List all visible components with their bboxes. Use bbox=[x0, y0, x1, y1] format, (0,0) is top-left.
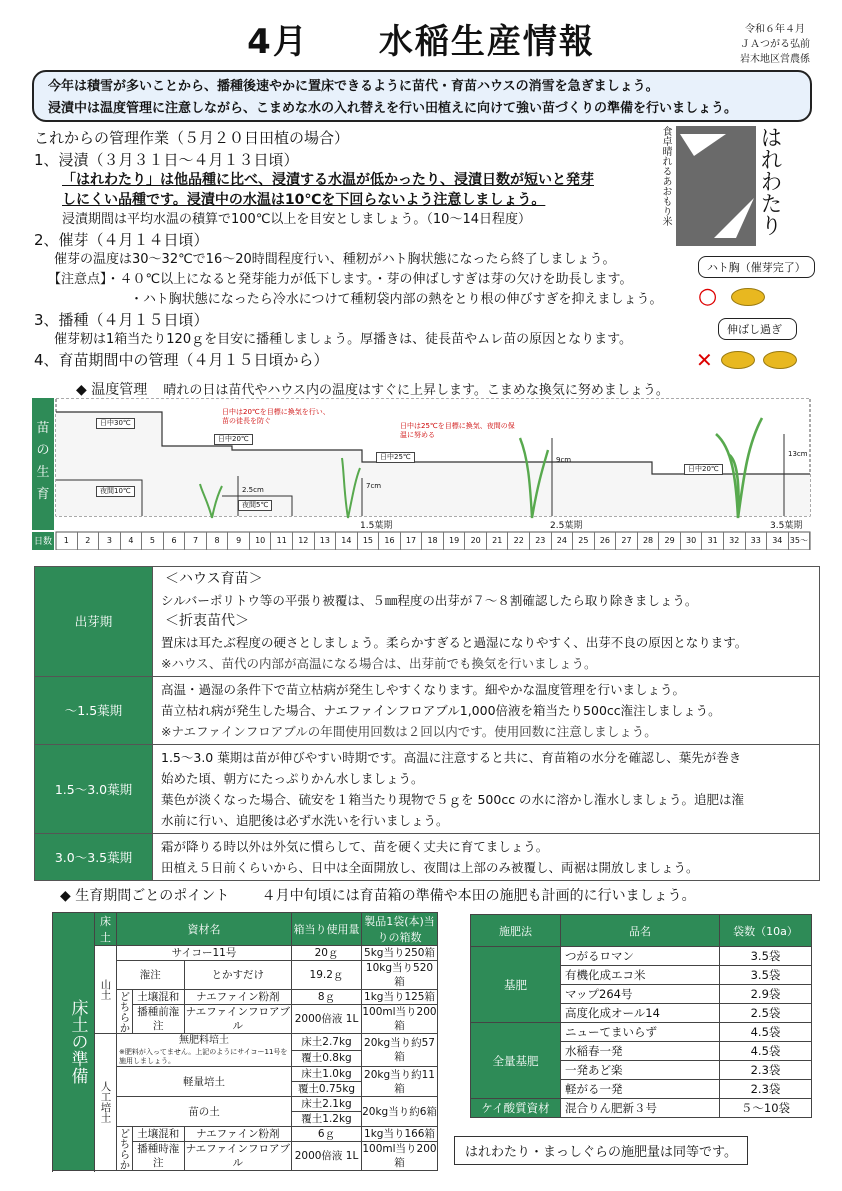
fert-product: 軽がる一発 bbox=[561, 1080, 720, 1099]
soil-saiko-name: サイコー11号 bbox=[117, 946, 292, 961]
soil-header-1: 資材名 bbox=[117, 913, 292, 946]
soil-nae-name: 苗の土 bbox=[117, 1097, 292, 1127]
label-day20: 日中20℃ bbox=[214, 434, 253, 445]
stage-label: 出芽期 bbox=[35, 567, 153, 677]
stage-content bbox=[153, 745, 820, 834]
soil-jinko-mix-name: ナエファイン粉剤 bbox=[184, 1127, 291, 1142]
soil-yama-pre-boxes: 100ml当り200箱 bbox=[362, 1006, 437, 1032]
soil-table bbox=[52, 912, 438, 1171]
stage-line: 苗立枯れ病が発生した場合、ナエファインフロアブル1,000倍液を箱当たり500cc潅注しましょう。 bbox=[161, 703, 721, 718]
soil-yama-mix-name: ナエファイン粉剤 bbox=[184, 990, 291, 1005]
soil-nae-cover: 覆土1.2kg bbox=[292, 1112, 362, 1127]
label-night5: 夜間5℃ bbox=[238, 500, 272, 511]
stage-line: 始めた頃、朝方にたっぷりかん水しましょう。 bbox=[161, 771, 424, 786]
stage-table bbox=[34, 566, 820, 881]
s1-text: 浸漬期間は平均水温の積算で100℃以上を目安としましょう。（10～14日程度） bbox=[62, 212, 531, 227]
day-cell: 5 bbox=[142, 532, 164, 550]
soil-keiryo-cover: 覆土0.75kg bbox=[292, 1082, 362, 1097]
soil-yama-mix-boxes: 1kg当り125箱 bbox=[362, 990, 438, 1005]
day-cell: 15 bbox=[358, 532, 380, 550]
fert-note: はれわたり・まっしぐらの施肥量は同等です。 bbox=[454, 1136, 748, 1165]
soil-yama-pre-amount: 2000倍液 1L bbox=[292, 1005, 362, 1034]
day-cell: 14 bbox=[336, 532, 358, 550]
fert-amount: 4.5袋 bbox=[720, 1023, 812, 1042]
day-cell: 32 bbox=[724, 532, 746, 550]
soil-header-2: 箱当り使用量 bbox=[292, 913, 362, 946]
soil-jinko-mix-amount: 6ｇ bbox=[292, 1127, 362, 1142]
sprouted-grain-icon bbox=[731, 288, 765, 306]
soil-yama-pre-method: 播種前潅注 bbox=[133, 1005, 185, 1034]
soil-yama-pre-name: ナエファインフロアブル bbox=[185, 1006, 290, 1032]
soil-yama-mix-method: 土壌混和 bbox=[133, 990, 185, 1005]
stage-row bbox=[35, 567, 820, 677]
day-cell: 26 bbox=[595, 532, 617, 550]
soil-kanchu-method: 潅注 bbox=[117, 961, 185, 990]
chart-note-2: 日中は25℃を目標に換気、夜間の保温に努める bbox=[400, 422, 515, 439]
label-leaf35: 3.5葉期 bbox=[770, 521, 803, 531]
soil-saiko-boxes: 5kg当り250箱 bbox=[362, 946, 438, 961]
soil-yama-label: 山土 bbox=[95, 946, 117, 1034]
stage-label: 3.0～3.5葉期 bbox=[35, 834, 153, 881]
label-h25: 2.5cm bbox=[242, 486, 264, 494]
s1-bold-1: 「はれわたり」は他品種に比べ、浸漬する水温が低かったり、浸漬日数が短いと発芽 bbox=[62, 172, 594, 188]
soil-yama-mix-amount: 8ｇ bbox=[292, 990, 362, 1005]
issuer-block bbox=[740, 22, 810, 67]
soil-jinko-pre-boxes: 100ml当り200箱 bbox=[362, 1143, 437, 1169]
s1-title: 1、浸漬（３月３１日～４月１３日頃） bbox=[34, 151, 299, 169]
day-cell: 2 bbox=[78, 532, 100, 550]
ng-cross-icon: ✕ bbox=[696, 348, 713, 372]
points-heading-row bbox=[60, 885, 696, 905]
fert-row bbox=[471, 1023, 812, 1042]
soil-dochira-1: どちらか bbox=[118, 990, 131, 1033]
issuer-org: ＪＡつがる弘前 bbox=[740, 39, 810, 50]
soil-keiryo-boxes: 20kg当り約11箱 bbox=[362, 1067, 438, 1097]
soil-kanchu-amount: 19.2ｇ bbox=[292, 961, 362, 990]
day-cell: 27 bbox=[616, 532, 638, 550]
soil-jinko-mix-boxes: 1kg当り166箱 bbox=[362, 1127, 438, 1142]
management-section bbox=[34, 128, 674, 370]
stage-content bbox=[153, 834, 820, 881]
fert-header-0: 施肥法 bbox=[471, 915, 561, 947]
label-h7: 7cm bbox=[366, 482, 382, 490]
stage-line: ＜ハウス育苗＞ bbox=[165, 571, 263, 587]
fert-product: 水稲春一発 bbox=[561, 1042, 720, 1061]
day-cell: 28 bbox=[638, 532, 660, 550]
soil-header-0: 床土 bbox=[95, 913, 117, 946]
overgrown-grain-icon-2 bbox=[763, 351, 797, 369]
soil-keiryo-name: 軽量培土 bbox=[117, 1067, 292, 1097]
fert-method: 基肥 bbox=[471, 947, 561, 1023]
chart-row-label: 苗の生育 bbox=[36, 421, 50, 502]
soil-side-label: 床土の準備 bbox=[53, 913, 95, 1171]
day-cell: 4 bbox=[121, 532, 143, 550]
chart-days-label: 日数 bbox=[34, 537, 53, 547]
label-h9: 9cm bbox=[556, 456, 572, 464]
fert-product: 高度化成オール14 bbox=[561, 1004, 720, 1023]
brand-mark-icon bbox=[676, 126, 756, 246]
brand-name: はれわたり bbox=[757, 126, 782, 236]
fert-amount: 2.9袋 bbox=[720, 985, 812, 1004]
issuer-dept: 岩木地区営農係 bbox=[740, 54, 810, 65]
soil-muhiryo-name: 無肥料培土 bbox=[179, 1035, 229, 1046]
soil-muhiryo-cover: 覆土0.8kg bbox=[292, 1050, 362, 1067]
fertilizer-table bbox=[470, 914, 812, 1118]
stage-content bbox=[153, 677, 820, 745]
soil-header-3: 製品1袋(本)当りの箱数 bbox=[362, 913, 438, 946]
soil-nae-bed: 床土2.1kg bbox=[292, 1097, 362, 1112]
day-cell: 9 bbox=[228, 532, 250, 550]
day-cell: 21 bbox=[487, 532, 509, 550]
day-cell: 1 bbox=[56, 532, 78, 550]
day-cell: 17 bbox=[401, 532, 423, 550]
s2-text-1: 催芽の温度は30～32℃で16～20時間程度行い、種籾がハト胸状態になったら終了しましょう。 bbox=[54, 252, 616, 267]
brand-logo bbox=[656, 126, 782, 248]
fert-method: ケイ酸質資材 bbox=[471, 1099, 561, 1118]
notice-line-2: 浸漬中は温度管理に注意しながら、こまめな水の入れ替えを行い田植えに向けて強い苗づくりの準備を行いましょう。 bbox=[48, 101, 738, 116]
soil-jinko-pre-method: 播種時潅注 bbox=[133, 1142, 185, 1171]
notice-box bbox=[32, 70, 812, 122]
stage-line: ※ハウス、苗代の内部が高温になる場合は、出芽前でも換気を行いましょう。 bbox=[161, 656, 597, 671]
fert-product: 有機化成エコ米 bbox=[561, 966, 720, 985]
s1-bold-2: しにくい品種です。浸漬中の水温は10℃を下回らないよう注意しましょう。 bbox=[62, 192, 546, 208]
stage-row bbox=[35, 745, 820, 834]
label-leaf15: 1.5葉期 bbox=[360, 521, 393, 531]
stage-label: ～1.5葉期 bbox=[35, 677, 153, 745]
title-month: 4月 bbox=[247, 22, 309, 62]
fert-product: つがるロマン bbox=[561, 947, 720, 966]
title-main: 水稲生産情報 bbox=[378, 22, 595, 62]
day-cell: 30 bbox=[681, 532, 703, 550]
day-cell: 35～ bbox=[789, 532, 811, 550]
stage-line: ＜折衷苗代＞ bbox=[165, 613, 249, 629]
brand-side-text: 食卓晴れるあおもり米 bbox=[660, 126, 671, 226]
soil-jinko-mix-method: 土壌混和 bbox=[133, 1127, 185, 1142]
soil-muhiryo-boxes: 20kg当り約57箱 bbox=[362, 1034, 438, 1067]
ok-circle-icon: ○ bbox=[698, 284, 718, 309]
fert-product: ニューてまいらず bbox=[561, 1023, 720, 1042]
stage-label: 1.5～3.0葉期 bbox=[35, 745, 153, 834]
day-cell: 18 bbox=[422, 532, 444, 550]
mgmt-heading: これからの管理作業（５月２０日田植の場合） bbox=[34, 129, 350, 147]
fert-product: 混合りん肥新３号 bbox=[561, 1099, 720, 1118]
fert-row bbox=[471, 947, 812, 966]
label-day25: 日中25℃ bbox=[376, 452, 415, 463]
soil-keiryo-bed: 床土1.0kg bbox=[292, 1067, 362, 1082]
fert-amount: 4.5袋 bbox=[720, 1042, 812, 1061]
s2-text-2: 【注意点】・４０℃以上になると発芽能力が低下します。・芽の伸ばしすぎは芽の欠けを助長します。 bbox=[48, 272, 633, 287]
stage-content bbox=[153, 567, 820, 677]
growth-temperature-chart bbox=[32, 398, 812, 550]
day-cell: 10 bbox=[250, 532, 272, 550]
hatomune-ok-label: ハト胸（催芽完了） bbox=[698, 256, 815, 278]
s4-title: 4、育苗期間中の管理（４月１５日頃から） bbox=[34, 351, 329, 369]
fert-amount: ５～10袋 bbox=[720, 1099, 812, 1118]
day-cell: 16 bbox=[379, 532, 401, 550]
temp-heading: ◆ 温度管理 bbox=[76, 382, 148, 398]
fert-amount: 2.3袋 bbox=[720, 1061, 812, 1080]
soil-saiko-amount: 20ｇ bbox=[292, 946, 362, 961]
soil-row-saiko bbox=[53, 946, 438, 961]
day-axis bbox=[56, 532, 810, 550]
day-cell: 29 bbox=[659, 532, 681, 550]
day-cell: 13 bbox=[315, 532, 337, 550]
fert-amount: 2.3袋 bbox=[720, 1080, 812, 1099]
page-title bbox=[0, 14, 842, 63]
label-night10: 夜間10℃ bbox=[96, 486, 135, 497]
soil-muhiryo-note: ※肥料が入ってません。上記のようにサイコー11号を施用しましょう。 bbox=[119, 1048, 288, 1065]
temp-text: 晴れの日は苗代やハウス内の温度はすぐに上昇します。こまめな換気に努めましょう。 bbox=[163, 383, 669, 398]
s2-text-3: ・ハト胸状態になったら冷水につけて種籾袋内部の熱をとり根の伸びすぎを抑えましょう。 bbox=[130, 292, 663, 307]
fert-product: 一発あど楽 bbox=[561, 1061, 720, 1080]
day-cell: 23 bbox=[530, 532, 552, 550]
soil-jinko-pre-amount: 2000倍液 1L bbox=[292, 1142, 362, 1171]
s3-title: 3、播種（４月１５日頃） bbox=[34, 311, 209, 329]
soil-nae-boxes: 20kg当り約6箱 bbox=[362, 1097, 438, 1127]
fert-method: 全量基肥 bbox=[471, 1023, 561, 1099]
hatomune-ng bbox=[696, 318, 797, 372]
stage-line: ※ナエファインフロアブルの年間使用回数は２回以内です。使用回数に注意しましょう。 bbox=[161, 724, 657, 739]
fert-row bbox=[471, 1099, 812, 1118]
label-leaf25: 2.5葉期 bbox=[550, 521, 583, 531]
s2-title: 2、催芽（４月１４日頃） bbox=[34, 231, 209, 249]
s3-text: 催芽籾は1箱当たり120ｇを目安に播種しましょう。厚播きは、徒長苗やムレ苗の原因となります。 bbox=[54, 332, 633, 347]
hatomune-ok bbox=[698, 256, 815, 309]
label-day20b: 日中20℃ bbox=[684, 464, 723, 475]
hatomune-ng-label: 伸ばし過ぎ bbox=[718, 318, 797, 340]
day-cell: 12 bbox=[293, 532, 315, 550]
fert-amount: 2.5袋 bbox=[720, 1004, 812, 1023]
stage-line: 水前に行い、追肥後は必ず水洗いを行いましょう。 bbox=[161, 813, 449, 828]
points-text: ４月中旬頃には育苗箱の準備や本田の施肥も計画的に行いましょう。 bbox=[261, 888, 696, 904]
label-h13: 13cm bbox=[788, 450, 808, 458]
day-cell: 20 bbox=[465, 532, 487, 550]
day-cell: 25 bbox=[573, 532, 595, 550]
notice-line-1: 今年は積雪が多いことから、播種後速やかに置床できるように苗代・育苗ハウスの消雪を急ぎましょう。 bbox=[48, 79, 659, 94]
day-cell: 31 bbox=[702, 532, 724, 550]
soil-jinko-label: 人工培土 bbox=[95, 1034, 117, 1171]
overgrown-grain-icon bbox=[721, 351, 755, 369]
stage-line: 高温・過湿の条件下で苗立枯病が発生しやすくなります。細やかな温度管理を行いましょう。 bbox=[161, 682, 686, 697]
day-cell: 8 bbox=[207, 532, 229, 550]
soil-kanchu-boxes: 10kg当り520箱 bbox=[362, 961, 438, 990]
fert-header-1: 品名 bbox=[561, 915, 720, 947]
day-cell: 34 bbox=[767, 532, 789, 550]
stage-line: 置床は耳たぶ程度の硬さとしましょう。柔らかすぎると過湿になりやすく、出芽不良の原因となります。 bbox=[161, 635, 748, 650]
day-cell: 33 bbox=[746, 532, 768, 550]
stage-row bbox=[35, 834, 820, 881]
soil-kanchu-name: とかすだけ bbox=[184, 961, 291, 990]
fert-amount: 3.5袋 bbox=[720, 966, 812, 985]
fert-header-2: 袋数（10a） bbox=[720, 915, 812, 947]
day-cell: 24 bbox=[552, 532, 574, 550]
stage-line: シルバーポリトウ等の平張り被覆は、５㎜程度の出芽が７～８割確認したら取り除きましょう。 bbox=[161, 593, 698, 608]
issuer-date: 令和６年４月 bbox=[745, 24, 805, 35]
soil-row-muhiryo bbox=[53, 1034, 438, 1051]
chart-note-1: 日中は20℃を目標に換気を行い、苗の徒長を防ぐ bbox=[222, 408, 330, 425]
soil-dochira-2: どちらか bbox=[118, 1127, 131, 1170]
fert-amount: 3.5袋 bbox=[720, 947, 812, 966]
stage-line: 霜が降りる時以外は外気に慣らして、苗を硬く丈夫に育てましょう。 bbox=[161, 839, 549, 854]
day-cell: 6 bbox=[164, 532, 186, 550]
day-cell: 7 bbox=[185, 532, 207, 550]
label-day30: 日中30℃ bbox=[96, 418, 135, 429]
stage-line: 葉色が淡くなった場合、硫安を１箱当たり現物で５ｇを 500cc の水に溶かし潅水しましょう。追肥は潅 bbox=[161, 792, 745, 807]
soil-jinko-pre-name: ナエファインフロアブル bbox=[185, 1143, 290, 1169]
fert-product: マップ264号 bbox=[561, 985, 720, 1004]
soil-muhiryo-bed: 床土2.7kg bbox=[292, 1034, 362, 1051]
day-cell: 22 bbox=[508, 532, 530, 550]
day-cell: 19 bbox=[444, 532, 466, 550]
day-cell: 11 bbox=[271, 532, 293, 550]
points-heading: ◆ 生育期間ごとのポイント bbox=[60, 888, 230, 904]
day-cell: 3 bbox=[99, 532, 121, 550]
stage-row bbox=[35, 677, 820, 745]
stage-line: 1.5～3.0 葉期は苗が伸びやすい時期です。高温に注意すると共に、育苗箱の水分を確認し、葉先が巻き bbox=[161, 750, 742, 765]
stage-line: 田植え５日前くらいから、日中は全面開放し、夜間は上部のみ被覆し、両裾は開放しましょう。 bbox=[161, 860, 699, 875]
